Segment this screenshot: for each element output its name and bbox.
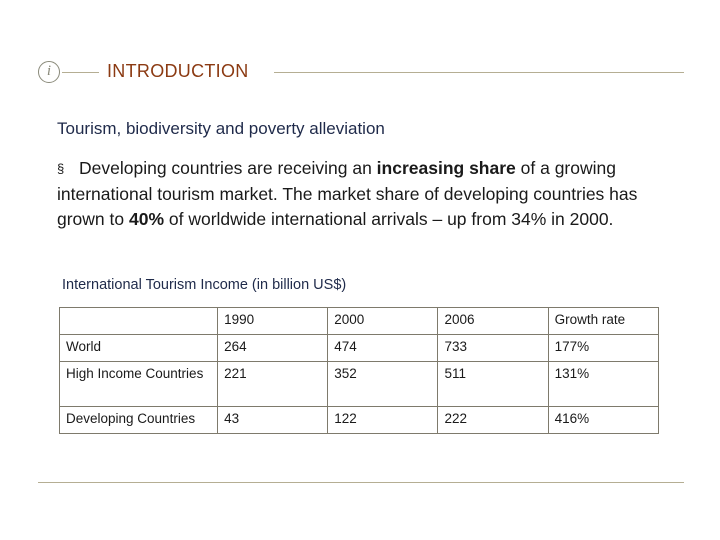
header-cell [60,308,218,335]
slide-subtitle: Tourism, biodiversity and poverty alleviation [57,119,385,138]
header-rule-left [62,72,99,73]
bullet-bold-percent: 40% [128,209,165,229]
table-row [60,362,659,407]
info-icon: i [38,61,60,83]
table-cell: 222 [438,407,548,434]
section-title: INTRODUCTION [107,61,249,81]
table-row [60,407,659,434]
header-cell: 2000 [328,308,438,335]
row-label: Developing Countries [60,407,218,434]
table-cell: 416% [548,407,658,434]
table-cell: 221 [218,362,328,407]
bullet-text-1: Developing countries are receiving an [79,158,377,178]
table-cell: 733 [438,335,548,362]
table-cell: 131% [548,362,658,407]
table-cell: 352 [328,362,438,407]
header-cell: Growth rate [548,308,658,335]
footer-rule [38,482,684,483]
bullet-text-3: of worldwide international arrivals – up from 34% in 2000. [164,209,614,229]
income-table [59,307,659,434]
table-header-row [60,308,659,335]
header-rule-right [274,72,684,73]
table-cell: 264 [218,335,328,362]
row-label: High Income Countries [60,362,218,407]
table-cell: 474 [328,335,438,362]
table-cell: 43 [218,407,328,434]
table-cell: 511 [438,362,548,407]
table-caption: International Tourism Income (in billion US$) [62,277,347,293]
bullet-bold-increasing-share: increasing share [376,158,516,178]
header-cell: 2006 [438,308,548,335]
row-label: World [60,335,218,362]
table-cell: 122 [328,407,438,434]
bullet-paragraph [57,156,677,233]
header-cell: 1990 [218,308,328,335]
table-row [60,335,659,362]
bullet-text-2: of a growing international tourism market. The market share of developing countries has grown to [57,158,638,229]
bullet-marker: § [57,161,65,176]
table-cell: 177% [548,335,658,362]
